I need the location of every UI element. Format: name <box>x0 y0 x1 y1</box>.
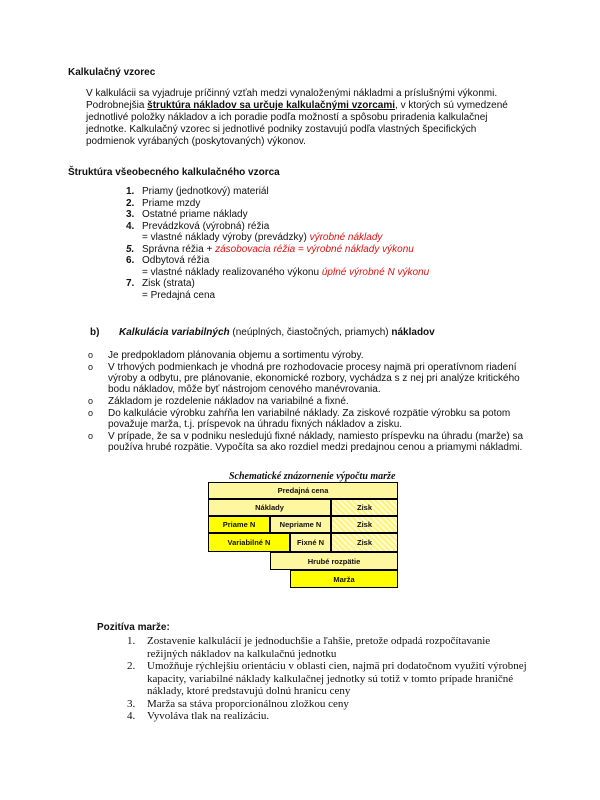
cell-nepriame-n: Nepriame N <box>270 516 331 533</box>
variable-costs-bullets <box>88 350 530 454</box>
structure-item <box>126 198 526 210</box>
section-title-variabilne <box>90 327 530 339</box>
item-text: Priamy (jednotkový) materiál <box>142 186 269 197</box>
cell-predajna-cena: Predajná cena <box>208 482 398 499</box>
diagram-title: Schematické znázornenie výpočtu marže <box>229 471 396 482</box>
bullet-marker: o <box>88 396 94 406</box>
item-text: Správna réžia + <box>142 243 216 255</box>
cell-marza: Marža <box>290 570 398 588</box>
advantage-item <box>127 635 532 660</box>
item-note: úplné výrobné N výkonu <box>321 266 430 278</box>
cell-hrube-rozpatie: Hrubé rozpätie <box>270 552 398 570</box>
structure-item <box>126 186 526 198</box>
cell-variabilne-n: Variabilné N <box>208 533 290 552</box>
bullet-marker: o <box>88 431 94 441</box>
advantage-item <box>127 710 532 723</box>
intro-text-end: , v ktorých sú vymedzené jednotlivé položky nákladov a ich poradie podľa možností a spôsobu priradenia kalkulačnej jednotke. Kalkulačný vzorec si jednotlivé podniky zostavujú podľa vlastných špecifických podmienok vyrábaných (poskytovaných) výkonov. <box>86 100 508 147</box>
item-text: Odbytová réžia <box>142 255 210 266</box>
structure-item <box>126 232 526 244</box>
bullet-text: V trhových podmienkach je vhodná pre rozhodovacie procesy najmä pri operatívnom riadení výroby a odbytu, pre plánovanie, ekonomické rozbory, vychádza s z nej pri analýze kritického bodu nákladov, môže byť nástrojom cenového manévrovania. <box>108 362 520 395</box>
item-number: 4. <box>126 220 135 232</box>
item-number: 7. <box>126 278 135 289</box>
item-number: 3. <box>126 209 135 220</box>
structure-item <box>126 221 526 233</box>
item-text: Ostatné priame náklady <box>142 209 248 220</box>
item-text: = vlastné náklady realizovaného výkonu <box>142 266 320 278</box>
item-text: Umožňuje rýchlejšiu orientáciu v oblasti cien, najmä pri dodatočnom využití výrobnej kapacity, variabilné náklady kalkulačnej jednotky sú totiž v tomto prípade hraničné náklady, ktoré predstavujú dolnú hranicu ceny <box>147 660 527 697</box>
cell-zisk-1: Zisk <box>331 499 398 516</box>
section-label: b) <box>90 327 100 338</box>
intro-paragraph <box>86 88 518 148</box>
item-number: 4. <box>127 710 136 722</box>
bullet-item <box>88 396 530 407</box>
item-text: Zostavenie kalkulácií je jednoduchšie a ľahšie, pretože odpadá rozpočítavanie režijných nákladov na kalkulačnú jednotku <box>147 635 491 660</box>
section-title-struktura: Štruktúra všeobecného kalkulačného vzorca <box>68 167 280 178</box>
bullet-text: Základom je rozdelenie nákladov na variabilné a fixné. <box>108 396 349 407</box>
item-number: 6. <box>126 255 135 266</box>
intro-text-start: V kalkulácii sa vyjadruje príčinný vzťah medzi vynaloženými nákladmi a príslušnými výkonmi. Podrobnejšia <box>86 88 498 111</box>
item-note: zásobovacia réžia = výrobné náklady výkonu <box>215 243 414 255</box>
item-number: 2. <box>126 197 135 209</box>
bullet-text: Do kalkulácie výrobku zahŕňa len variabilné náklady. Za ziskové rozpätie výrobku sa potom považuje marža, t.j. príspevok na úhradu fixných nákladov a zisku. <box>108 408 511 430</box>
item-number: 3. <box>127 697 136 710</box>
bullet-marker: o <box>88 350 94 360</box>
intro-text-emphasis: štruktúra nákladov sa určuje kalkulačnými vzorcami <box>147 100 396 111</box>
structure-item <box>126 267 526 279</box>
item-text: Prevádzková (výrobná) réžia <box>142 220 270 232</box>
bullet-text: V prípade, že sa v podniku nesledujú fixné náklady, namiesto príspevku na úhradu (marže) sa používa hrubé rozpätie. Vypočíta sa ako rozdiel medzi predajnou cenou a priamymi nákladmi. <box>108 431 524 453</box>
section-title-pozitiva: Pozitíva marže: <box>97 622 170 633</box>
item-note: výrobné náklady <box>309 232 383 243</box>
structure-item <box>126 290 526 302</box>
bullet-item <box>88 350 530 361</box>
cell-zisk-2: Zisk <box>331 516 398 533</box>
cost-structure-list <box>126 186 526 301</box>
structure-item <box>126 255 526 267</box>
bullet-item <box>88 362 530 395</box>
bullet-marker: o <box>88 408 94 418</box>
structure-item <box>126 244 526 256</box>
structure-item <box>126 278 526 290</box>
item-text: = Predajná cena <box>142 289 216 301</box>
structure-item <box>126 209 526 221</box>
margin-advantages-list <box>127 635 532 723</box>
section-title-end: nákladov <box>391 327 435 338</box>
bullet-marker: o <box>88 362 94 372</box>
bullet-text: Je predpokladom plánovania objemu a sortimentu výroby. <box>108 350 364 361</box>
item-text: Zisk (strata) <box>142 278 195 289</box>
item-number: 1. <box>126 186 135 197</box>
item-text: Vyvoláva tlak na realizáciu. <box>147 710 270 722</box>
item-number: 1. <box>127 635 136 647</box>
section-title-paren: (neúplných, čiastočných, priamych) <box>229 327 392 338</box>
bullet-item <box>88 431 530 453</box>
section-title-italic: Kalkulácia variabilných <box>119 327 230 338</box>
item-text: Priame mzdy <box>142 197 201 209</box>
advantage-item <box>127 660 532 698</box>
item-text: Marža sa stáva proporcionálnou zložkou ceny <box>147 697 349 710</box>
cell-priame-n: Priame N <box>208 516 270 533</box>
cell-zisk-3: Zisk <box>331 533 398 552</box>
bullet-item <box>88 408 530 430</box>
section-title-kalkulacny-vzorec: Kalkulačný vzorec <box>68 67 156 78</box>
cell-naklady: Náklady <box>208 499 331 516</box>
cell-fixne-n: Fixné N <box>290 533 331 552</box>
item-number: 5. <box>126 243 135 255</box>
advantage-item <box>127 698 532 711</box>
item-number: 2. <box>127 660 136 672</box>
item-text: = vlastné náklady výroby (prevádzky) <box>142 232 307 243</box>
